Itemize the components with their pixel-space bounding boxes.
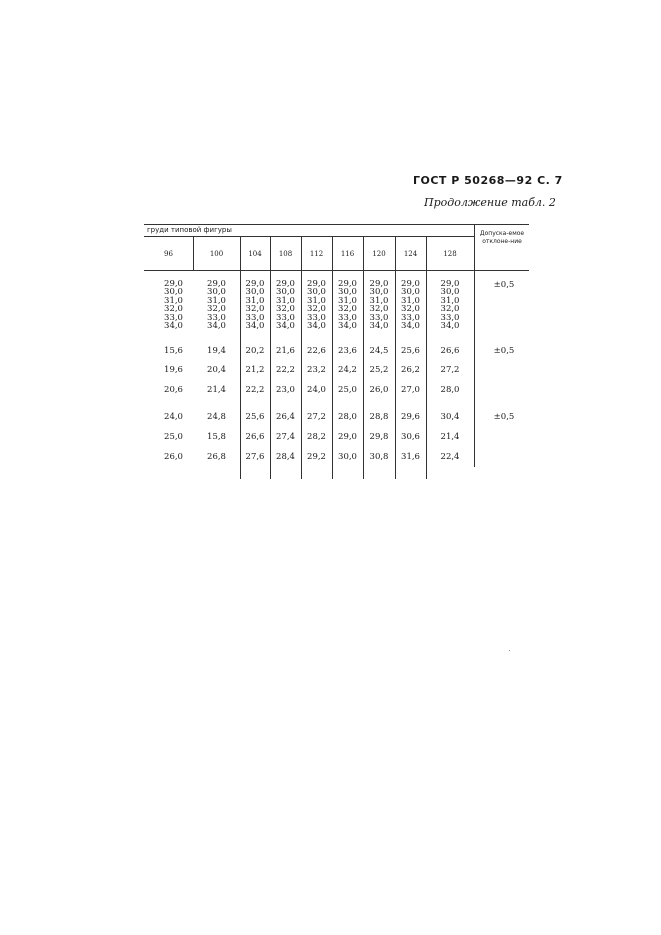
table-cell: 20,2: [245, 346, 265, 356]
table-cell: 24,5: [369, 346, 389, 356]
table-cell: 19,6: [164, 365, 183, 375]
table-cell: 21,4: [440, 432, 460, 442]
table-cell: 30,8: [369, 452, 389, 462]
table-cell: 25,2: [369, 365, 389, 375]
table-cell: 24,0: [307, 385, 326, 395]
table-cell: 15,6: [164, 346, 183, 356]
page-header: ГОСТ Р 50268—92 С. 7: [413, 174, 563, 187]
table-cell: 24,2: [338, 365, 357, 375]
table-cell: 26,4: [276, 412, 295, 422]
tolerance-value: ±0,5: [493, 346, 515, 356]
table-cell: 20,6: [164, 385, 183, 395]
size-table: [144, 224, 529, 467]
column-header: 116: [340, 250, 355, 258]
table-cell: 25,6: [245, 412, 265, 422]
table-cell: 24,0: [164, 412, 183, 422]
table-cell: 30,4: [440, 412, 460, 422]
table-cell: 15,8: [207, 432, 226, 442]
tolerance-value: ±0,5: [493, 280, 515, 290]
table-cell: 29,0 30,0 31,0 32,0 33,0 34,0: [245, 279, 265, 332]
table-cell: 29,0 30,0 31,0 32,0 33,0 34,0: [338, 279, 357, 332]
table-cell: 29,0 30,0 31,0 32,0 33,0 34,0: [440, 279, 460, 332]
table-cell: 21,4: [207, 385, 226, 395]
column-divider: [332, 236, 333, 479]
column-header: 108: [278, 250, 293, 258]
table-cell: 23,2: [307, 365, 326, 375]
column-divider: [270, 236, 271, 479]
table-cell: 26,6: [245, 432, 265, 442]
table-cell: 30,6: [401, 432, 420, 442]
table-cell: 29,2: [307, 452, 326, 462]
column-divider: [363, 236, 364, 479]
table-cell: 26,2: [401, 365, 420, 375]
table-cell: 24,8: [207, 412, 226, 422]
column-header: 104: [248, 250, 262, 258]
tolerance-column-divider: [474, 224, 475, 467]
table-continuation-label: Продолжение табл. 2: [424, 196, 556, 209]
table-cell: 28,2: [307, 432, 326, 442]
table-cell: 29,0 30,0 31,0 32,0 33,0 34,0: [401, 279, 420, 332]
table-cell: 29,0 30,0 31,0 32,0 33,0 34,0: [207, 279, 226, 332]
table-cell: 26,0: [369, 385, 389, 395]
table-cell: 27,0: [401, 385, 420, 395]
table-cell: 31,6: [401, 452, 420, 462]
table-cell: 28,0: [338, 412, 357, 422]
table-cell: 22,4: [440, 452, 460, 462]
table-cell: 21,6: [276, 346, 295, 356]
group-header: груди типовой фигуры: [147, 226, 232, 234]
table-cell: 21,2: [245, 365, 265, 375]
table-cell: 28,4: [276, 452, 295, 462]
table-cell: 26,8: [207, 452, 226, 462]
table-top-rule: [144, 224, 529, 225]
table-cell: 29,0: [338, 432, 357, 442]
column-header: 124: [403, 250, 418, 258]
tolerance-header: Допуска-емое отклоне-ние: [479, 230, 525, 245]
column-header: 100: [209, 250, 224, 258]
table-cell: 23,0: [276, 385, 295, 395]
table-cell: 26,0: [164, 452, 183, 462]
column-divider: [301, 236, 302, 479]
table-cell: 23,6: [338, 346, 357, 356]
table-cell: 22,2: [245, 385, 265, 395]
table-cell: 29,6: [401, 412, 420, 422]
tolerance-value: ±0,5: [493, 412, 515, 422]
table-cell: 30,0: [338, 452, 357, 462]
table-cell: 22,6: [307, 346, 326, 356]
column-header: 112: [309, 250, 324, 258]
table-cell: 19,4: [207, 346, 226, 356]
table-cell: 29,8: [369, 432, 389, 442]
column-divider: [240, 236, 241, 479]
column-header: 120: [372, 250, 386, 258]
table-cell: 22,2: [276, 365, 295, 375]
scan-speck: [509, 650, 510, 651]
table-cell: 29,0 30,0 31,0 32,0 33,0 34,0: [307, 279, 326, 332]
table-cell: 20,4: [207, 365, 226, 375]
table-cell: 27,2: [307, 412, 326, 422]
table-cell: 25,0: [164, 432, 183, 442]
table-cell: 29,0 30,0 31,0 32,0 33,0 34,0: [276, 279, 295, 332]
table-cell: 25,6: [401, 346, 420, 356]
column-divider: [395, 236, 396, 479]
table-cell: 27,2: [440, 365, 460, 375]
column-header: 96: [164, 250, 173, 258]
column-divider: [426, 236, 427, 479]
table-cell: 27,4: [276, 432, 295, 442]
column-header: 128: [443, 250, 457, 258]
header-bottom-rule: [144, 270, 529, 271]
table-cell: 29,0 30,0 31,0 32,0 33,0 34,0: [164, 279, 183, 332]
table-cell: 26,6: [440, 346, 460, 356]
table-cell: 29,0 30,0 31,0 32,0 33,0 34,0: [369, 279, 389, 332]
table-cell: 28,8: [369, 412, 389, 422]
table-cell: 28,0: [440, 385, 460, 395]
table-cell: 27,6: [245, 452, 265, 462]
table-cell: 25,0: [338, 385, 357, 395]
